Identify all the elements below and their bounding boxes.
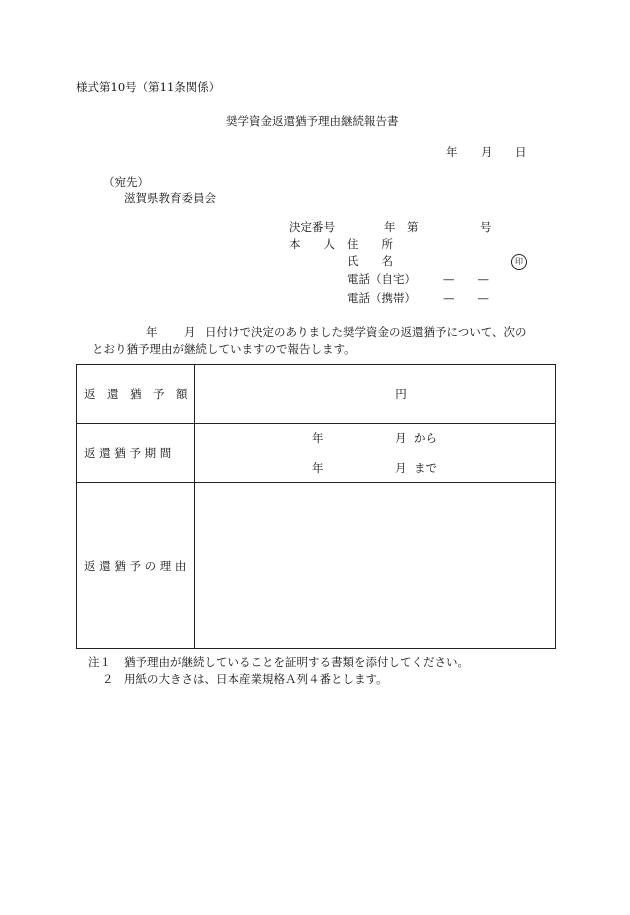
body-line2: とおり猶予理由が継続していますので報告します。 xyxy=(92,342,356,356)
date-year: 年 xyxy=(446,145,458,159)
note-1-num: 注１ xyxy=(88,655,111,669)
form-header: 様式第10号（第11条関係） xyxy=(76,80,221,94)
decision-go: 号 xyxy=(480,220,492,234)
addressee-name: 滋賀県教育委員会 xyxy=(124,191,216,205)
period-to-suffix: まで xyxy=(414,461,437,475)
date-month: 月 xyxy=(481,145,493,159)
period-from-month: 月 xyxy=(395,431,407,445)
seal-mark: 印 xyxy=(511,254,527,270)
date-day: 日 xyxy=(515,145,527,159)
phone-home-dash: — — xyxy=(443,272,489,286)
body-line1-rest: 日付けで決定のありました奨学資金の返還猶予について、次の xyxy=(205,325,527,339)
deferral-reason-field[interactable] xyxy=(195,483,556,649)
phone-mobile-dash: — — xyxy=(443,291,489,305)
report-table xyxy=(76,364,556,649)
deferral-period-label: 返 還 猶 予 期 間 xyxy=(84,446,172,460)
table-row xyxy=(77,483,556,649)
body-month: 月 xyxy=(184,325,196,339)
yen-unit: 円 xyxy=(395,387,407,401)
period-to-year: 年 xyxy=(312,461,324,475)
note-2-text: 用紙の大きさは、日本産業規格Ａ列４番とします。 xyxy=(124,672,388,686)
decision-year: 年 xyxy=(384,220,396,234)
name-label: 氏 名 xyxy=(347,254,393,268)
deferral-amount-field[interactable] xyxy=(195,365,556,424)
phone-home-label: 電話（自宅） xyxy=(347,272,416,286)
period-from-suffix: から xyxy=(414,431,437,445)
decision-number-label: 決定番号 xyxy=(289,220,335,234)
note-2-num: ２ xyxy=(102,672,114,686)
decision-dai: 第 xyxy=(407,220,419,234)
person-label: 本 人 xyxy=(289,237,335,251)
note-1-text: 猶予理由が継続していることを証明する書類を添付してください。 xyxy=(124,655,469,669)
deferral-reason-label: 返 還 猶 予 の 理 由 xyxy=(84,558,187,573)
address-label: 住 所 xyxy=(347,237,393,251)
period-from-year: 年 xyxy=(312,431,324,445)
addressee-label: （宛先） xyxy=(103,175,149,189)
page-title: 奨学資金返還猶予理由継続報告書 xyxy=(226,114,399,128)
deferral-amount-label: 返 還 猶 予 額 xyxy=(84,387,188,401)
table-row xyxy=(77,365,556,424)
phone-mobile-label: 電話（携帯） xyxy=(347,291,416,305)
period-to-month: 月 xyxy=(395,461,407,475)
body-year: 年 xyxy=(146,325,158,339)
deferral-period-field[interactable] xyxy=(195,424,556,483)
table-row xyxy=(77,424,556,483)
